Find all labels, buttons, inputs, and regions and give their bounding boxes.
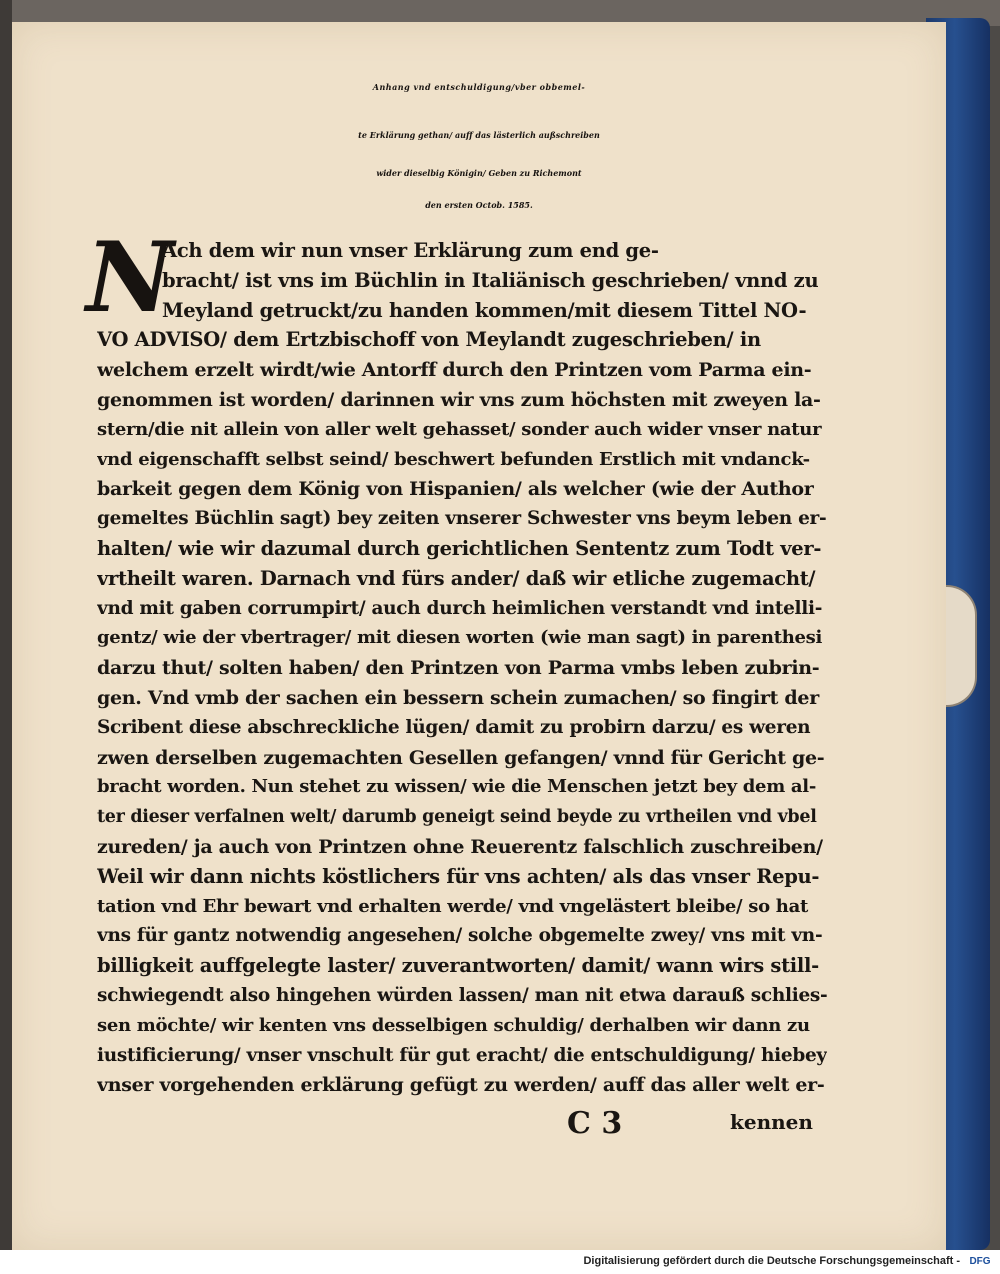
text-line: bracht/ ist vns im Büchlin in Italiänisch geschrieben/ vnnd zu bbox=[162, 268, 819, 292]
text-line: VO ADVISO/ dem Ertzbischoff von Meylandt zugeschrieben/ in bbox=[97, 328, 761, 352]
text-line: sen möchte/ wir kenten vns desselbigen schuldig/ derhalben wir dann zu bbox=[97, 1014, 810, 1036]
text-line: barkeit gegen dem König von Hispanien/ als welcher (wie der Author bbox=[97, 478, 814, 501]
text-line: vns für gantz notwendig angesehen/ solche obgemelte zwey/ vns mit vn- bbox=[97, 925, 823, 947]
text-line: Meyland getruckt/zu handen kommen/mit diesem Tittel NO- bbox=[162, 298, 807, 322]
dfg-logo-icon: DFG bbox=[969, 1256, 991, 1267]
text-line: Scribent diese abschreckliche lügen/ damit zu probirn darzu/ es weren bbox=[97, 716, 811, 738]
footer-bar bbox=[0, 1250, 1000, 1274]
text-line: zureden/ ja auch von Printzen ohne Reuerentz falschlich zuschreiben/ bbox=[97, 836, 823, 858]
catchword: kennen bbox=[730, 1110, 813, 1134]
heading-line-1: Anhang vnd entschuldigung/vber obbemel- bbox=[372, 82, 586, 92]
text-line: halten/ wie wir dazumal durch gerichtlichen Sententz zum Todt ver- bbox=[97, 537, 822, 560]
text-line: iustificierung/ vnser vnschult für gut eracht/ die entschuldigung/ hiebey bbox=[97, 1044, 827, 1066]
initial-capital: N bbox=[86, 221, 174, 334]
text-line: billigkeit auffgelegte laster/ zuverantworten/ damit/ wann wirs still- bbox=[97, 954, 819, 978]
text-line: tation vnd Ehr bewart vnd erhalten werde/ vnd vngelästert bleibe/ so hat bbox=[97, 895, 808, 917]
footer-credit: Digitalisierung gefördert durch die Deutsche Forschungsgemeinschaft - bbox=[583, 1255, 960, 1267]
text-line: zwen derselben zugemachten Gesellen gefangen/ vnnd für Gericht ge- bbox=[97, 746, 825, 769]
document-page bbox=[12, 22, 946, 1250]
text-line: vnd eigenschafft selbst seind/ beschwert befunden Erstlich mit vndanck- bbox=[97, 448, 810, 470]
text-line: Ach dem wir nun vnser Erklärung zum end ge- bbox=[162, 239, 659, 262]
text-line: genommen ist worden/ darinnen wir vns zum höchsten mit zweyen la- bbox=[97, 389, 821, 411]
scan-frame-left bbox=[0, 0, 12, 1250]
heading-line-2: te Erklärung gethan/ auff das lästerlich außschreiben bbox=[358, 130, 600, 140]
text-line: vrtheilt waren. Darnach vnd fürs ander/ daß wir etliche zugemacht/ bbox=[97, 566, 816, 590]
text-line: gentz/ wie der vbertrager/ mit diesen worten (wie man sagt) in parenthesi bbox=[97, 627, 823, 649]
text-line: ter dieser verfalnen welt/ darumb geneigt seind beyde zu vrtheilen vnd vbel bbox=[97, 807, 817, 828]
text-line: gemeltes Büchlin sagt) bey zeiten vnserer Schwester vns beym leben er- bbox=[97, 508, 827, 530]
heading-line-3: wider dieselbig Königin/ Geben zu Richemont bbox=[376, 168, 582, 178]
text-line: bracht worden. Nun stehet zu wissen/ wie die Menschen jetzt bey dem al- bbox=[97, 776, 816, 798]
text-line: gen. Vnd vmb der sachen ein bessern schein zumachen/ so fingirt der bbox=[97, 687, 819, 709]
text-line: vnser vorgehenden erklärung gefügt zu werden/ auff das aller welt er- bbox=[97, 1074, 825, 1097]
signature-mark: C 3 bbox=[567, 1106, 623, 1141]
text-line: vnd mit gaben corrumpirt/ auch durch heimlichen verstandt vnd intelli- bbox=[97, 597, 823, 619]
text-line: darzu thut/ solten haben/ den Printzen von Parma vmbs leben zubrin- bbox=[97, 657, 820, 680]
text-line: stern/die nit allein von aller welt gehasset/ sonder auch wider vnser natur bbox=[97, 418, 822, 440]
heading-line-4: den ersten Octob. 1585. bbox=[425, 200, 533, 210]
text-line: schwiegendt also hingehen würden lassen/ man nit etwa darauß schlies- bbox=[97, 985, 827, 1006]
text-line: Weil wir dann nichts köstlichers für vns achten/ als das vnser Repu- bbox=[97, 864, 820, 888]
text-line: welchem erzelt wirdt/wie Antorff durch den Printzen vom Parma ein- bbox=[97, 359, 812, 382]
